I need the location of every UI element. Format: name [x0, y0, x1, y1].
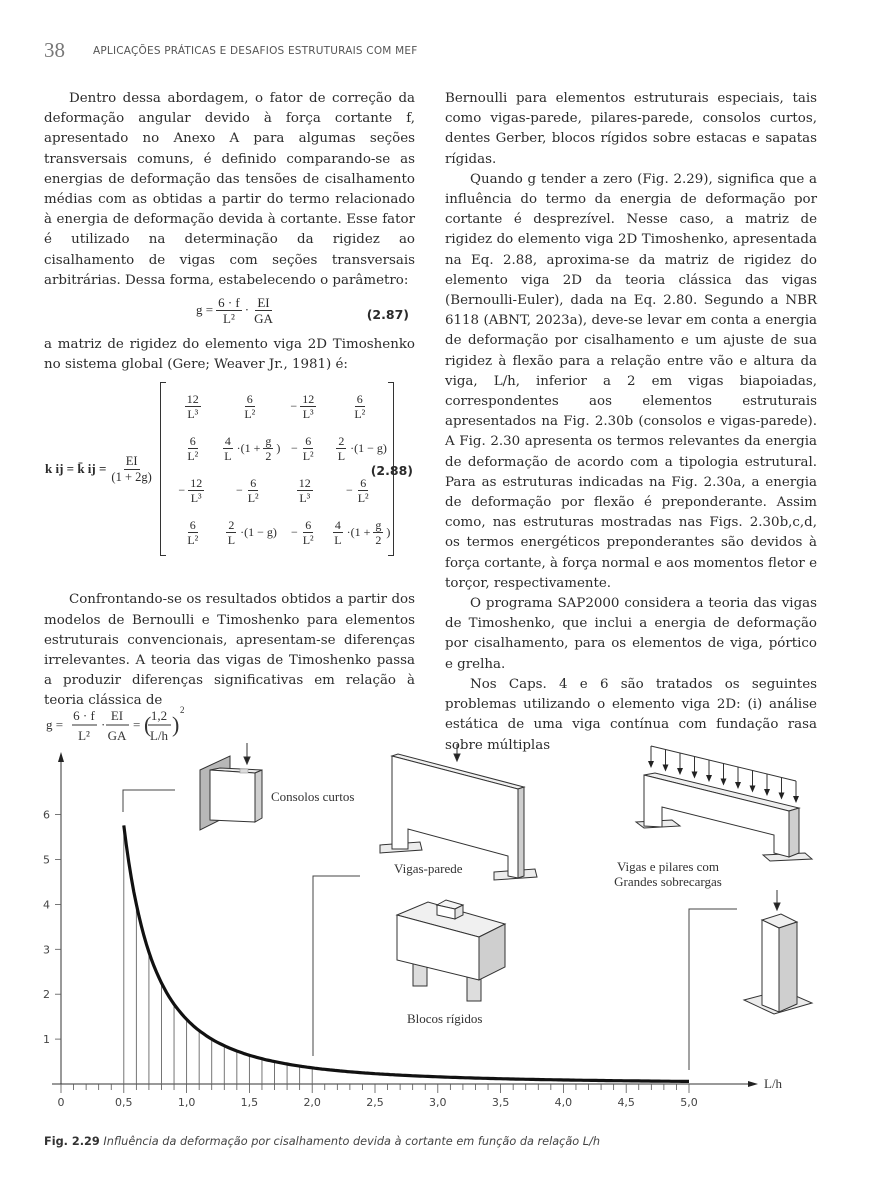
x-ticks	[58, 1084, 698, 1109]
y-tick-label: 4	[43, 898, 50, 912]
label-vigas-pilares-line1: Vigas e pilares com	[616, 859, 720, 874]
load-arrow-icon	[779, 793, 785, 800]
denominator: GA	[254, 311, 273, 327]
x-tick-label: 4,5	[617, 1096, 635, 1109]
dot-operator: ·	[236, 441, 241, 456]
matrix-cell	[165, 469, 221, 511]
formula-denominator: L²	[78, 728, 90, 743]
numerator: 12	[190, 475, 203, 490]
denominator: L²	[302, 448, 314, 463]
matrix-cell	[279, 511, 331, 553]
denominator: L	[227, 532, 236, 547]
paragraph: a matriz de rigidez do elemento viga 2D Timoshenko no sistema global (Gere; Weaver Jr., 1981) é:	[44, 337, 415, 373]
matrix-cell	[279, 385, 331, 427]
matrix-cell	[221, 385, 279, 427]
paren-open: (1 +	[240, 441, 261, 456]
hatch-lines	[124, 825, 312, 1084]
numerator: 6	[189, 517, 196, 532]
x-tick-label: 0,5	[115, 1096, 133, 1109]
equation-number: (2.88)	[370, 463, 413, 479]
numerator: 6	[360, 475, 367, 490]
formula-numerator: 1,2	[150, 708, 168, 723]
numerator: g	[375, 517, 382, 532]
fraction	[300, 392, 316, 421]
denominator: L²	[244, 406, 256, 421]
numerator: 6	[246, 391, 253, 406]
figure-2-29	[0, 690, 890, 1150]
denominator: (1 + 2g)	[111, 469, 152, 484]
fraction	[336, 434, 347, 463]
denominator: L	[334, 532, 342, 547]
paragraph: O programa SAP2000 considera a teoria das vigas de Timoshenko, que inclui a energia de deformação por cisalhamento, para os elementos de viga, pórtico e grelha.	[445, 596, 817, 672]
numerator: 6	[356, 391, 363, 406]
x-tick-label: 1,5	[240, 1096, 259, 1109]
fraction	[263, 434, 273, 463]
y-ticks	[43, 809, 61, 1047]
denominator: L²	[302, 532, 314, 547]
caption-text: Influência da deformação por cisalhamento devida à cortante em função da relação L/h	[103, 1135, 601, 1148]
load-arrow-icon	[764, 789, 770, 796]
factor: (1 − g)	[244, 525, 277, 540]
label-vigas-pilares-line2: Grandes sobrecargas	[614, 874, 722, 889]
equation-2-88	[44, 379, 415, 564]
fraction	[226, 518, 237, 547]
denominator: L²	[354, 406, 366, 421]
viga-carregada-illustration	[636, 746, 812, 861]
numerator: 12	[302, 391, 315, 406]
label-vigas-parede: Vigas-parede	[394, 861, 463, 876]
fraction	[185, 518, 200, 547]
running-title: APLICAÇÕES PRÁTICAS E DESAFIOS ESTRUTURAIS COM MEF	[93, 45, 418, 57]
load-arrow-icon	[706, 775, 712, 782]
chart	[0, 690, 890, 1150]
fraction	[109, 454, 153, 485]
paragraph: Quando g tender a zero (Fig. 2.29), significa que a influência do termo da energia de deformação por cortante é desprezível. Nesse caso, a matriz de rigidez do elemento viga 2D Timoshenko, apresentada na Eq. 2.88, aproxima-se da matriz de rigidez do elemento viga 2D da teoria clássica das vigas (Bernoulli-Euler), dada na Eq. 2.80. Segundo a NBR 6118 (ABNT, 2023a), deve-se levar em conta a energia de deformação por cisalhamento e um ajuste de sua rigidez à flexão para a relação entre vão e altura da viga, L/h, inferior a 2 em vigas biapoiadas, correspondentes aos elementos estruturais apresentados na Fig. 2.30b (consolos e vigas-parede). A Fig. 2.30 apresenta os termos relevantes da energia de deformação de acordo com a tipologia estrutural. Para as estruturas indicadas na Fig. 2.30a, a energia de deformação por flexão é preponderante. Assim como, nas estruturas mostradas nas Figs. 2.30b,c,d, os termos energéticos preponderantes são devidos à força cortante, à força normal e aos momentos fletor e torçor, respectivamente.	[445, 171, 817, 591]
svg-text:): )	[172, 712, 180, 737]
chart-formula	[46, 705, 185, 743]
paren-close: )	[276, 441, 281, 456]
matrix-cell	[221, 511, 279, 553]
equation-number: (2.87)	[366, 307, 409, 323]
viga-parede-illustration	[380, 744, 537, 880]
matrix-cell	[331, 511, 389, 553]
y-tick-label: 1	[43, 1033, 50, 1047]
y-tick-label: 3	[43, 943, 50, 957]
eq-lhs: k ij = k̄ ij =	[45, 461, 107, 477]
fraction	[242, 392, 257, 421]
leader-vigas-parede	[313, 876, 360, 1056]
dot-operator: ·	[244, 302, 250, 318]
minus-sign: −	[345, 483, 353, 498]
matrix-cell	[165, 427, 221, 469]
caption-label: Fig. 2.29	[44, 1135, 100, 1148]
minus-sign: −	[178, 483, 186, 498]
load-arrow-icon	[648, 761, 654, 768]
numerator: 4	[334, 517, 341, 532]
leader-consolos	[123, 790, 175, 812]
svg-text:·: ·	[101, 717, 106, 732]
numerator: g	[265, 433, 272, 448]
fraction	[356, 476, 371, 505]
y-tick-label: 6	[43, 808, 50, 822]
x-tick-label: 5,0	[680, 1096, 698, 1109]
matrix-cell	[165, 385, 221, 427]
x-tick-label: 3,5	[491, 1096, 510, 1109]
x-tick-label: 2,0	[303, 1096, 321, 1109]
x-tick-label: 1,0	[177, 1096, 196, 1109]
eq-lhs: g =	[196, 302, 214, 318]
denominator: 2	[375, 532, 382, 547]
fraction	[373, 518, 383, 547]
fraction	[216, 295, 242, 326]
x-axis-label: L/h	[764, 1076, 783, 1091]
denominator: L³	[299, 490, 311, 505]
stiffness-matrix	[160, 383, 394, 555]
fraction	[301, 518, 316, 547]
numerator: 12	[298, 475, 311, 490]
fraction	[252, 295, 275, 326]
load-arrow-icon	[793, 796, 799, 803]
minus-sign: −	[290, 399, 298, 414]
page-number: 38	[44, 38, 65, 62]
formula-lhs: g =	[46, 717, 64, 732]
paren-open: (1 +	[350, 525, 371, 540]
fraction	[301, 434, 316, 463]
numerator: 4	[224, 433, 231, 448]
minus-sign: −	[235, 483, 243, 498]
formula-numerator: 6 · f	[73, 708, 95, 723]
minus-sign: −	[290, 441, 298, 456]
pilar-illustration	[744, 890, 812, 1014]
load-arrow-icon	[677, 768, 683, 775]
x-tick-label: 0	[57, 1096, 65, 1109]
matrix-cell	[279, 427, 331, 469]
matrix-cell	[279, 469, 331, 511]
left-column	[44, 89, 415, 712]
fraction	[297, 476, 313, 505]
denominator: 2	[265, 448, 272, 463]
fraction	[185, 392, 201, 421]
dot-operator: ·	[240, 525, 245, 540]
leader-vigas-pilares	[689, 909, 737, 1070]
load-arrow-icon	[721, 779, 727, 786]
load-arrow-icon	[735, 782, 741, 789]
denominator: L²	[357, 490, 369, 505]
denominator: L³	[190, 490, 202, 505]
formula-numerator: EI	[110, 708, 124, 723]
bloco-illustration	[397, 900, 505, 1001]
fraction	[332, 518, 343, 547]
factor: (1 − g)	[354, 441, 387, 456]
paragraph: Confrontando-se os resultados obtidos a partir dos modelos de Bernoulli e Timoshenko para elementos estruturais convencionais, apresentam-se diferenças irrelevantes. A teoria das vigas de Timoshenko passa a produzir diferenças significativas em relação à teoria clássica de	[44, 592, 415, 709]
matrix-cell	[221, 469, 279, 511]
x-tick-label: 4,0	[554, 1096, 573, 1109]
numerator: 6	[305, 433, 312, 448]
paragraph: Dentro dessa abordagem, o fator de correção da deformação angular devido à força cortante f, apresentado no Anexo A para algumas seções transversais comuns, é definido comparando-se as energias de deformação das tensões de cisalhamento médias com as obtidas a partir do termo relacionado à energia de deformação devida à cortante. Esse fator é utilizado na determinação da rigidez ao cisalhamento de vigas com seções transversais arbitrárias. Dessa forma, estabelecendo o parâmetro:	[44, 91, 415, 288]
label-blocos-rigidos: Blocos rígidos	[407, 1011, 483, 1026]
svg-text:(: (	[144, 712, 152, 737]
formula-denominator: GA	[107, 728, 127, 743]
matrix-cell	[331, 385, 389, 427]
fraction	[188, 476, 204, 505]
label-consolos-curtos: Consolos curtos	[271, 789, 355, 804]
right-column	[445, 89, 817, 756]
numerator: 6	[305, 517, 312, 532]
formula-exponent: 2	[180, 705, 185, 715]
x-tick-label: 2,5	[366, 1096, 384, 1109]
equation-2-87	[44, 291, 415, 335]
x-axis-arrow-icon	[748, 1081, 758, 1087]
numerator: 6	[189, 433, 196, 448]
y-axis-arrow-icon	[58, 752, 64, 762]
denominator: L³	[302, 406, 314, 421]
paragraph: Bernoulli para elementos estruturais especiais, tais como vigas-parede, pilares-parede, consolos curtos, dentes Gerber, blocos rígidos sobre estacas e sapatas rígidas.	[445, 91, 817, 167]
fraction	[185, 434, 200, 463]
denominator: L²	[187, 532, 199, 547]
formula-equals: =	[133, 717, 141, 732]
numerator: 2	[338, 433, 345, 448]
numerator: EI	[125, 453, 138, 468]
denominator: L²	[223, 311, 235, 327]
numerator: 2	[228, 517, 235, 532]
denominator: L	[337, 448, 346, 463]
fraction	[352, 392, 367, 421]
numerator: EI	[257, 295, 270, 311]
formula-denominator: L/h	[149, 728, 169, 743]
y-tick-label: 5	[43, 853, 50, 867]
figure-caption	[44, 1135, 600, 1148]
load-arrow-icon	[692, 772, 698, 779]
dot-operator: ·	[350, 441, 355, 456]
minus-sign: −	[290, 525, 298, 540]
numerator: 6 · f	[218, 295, 240, 311]
matrix-cell	[221, 427, 279, 469]
fraction	[222, 434, 233, 463]
paragraph: Nos Caps. 4 e 6 são tratados os seguintes problemas utilizando o elemento viga 2D: (i) análise estática de uma viga contínua com fundação rasa sobre múltiplas	[445, 676, 817, 753]
consolo-illustration	[200, 743, 262, 830]
denominator: L	[224, 448, 232, 463]
paren-close: )	[386, 525, 391, 540]
fraction	[246, 476, 261, 505]
y-tick-label: 2	[43, 988, 50, 1002]
x-tick-label: 3,0	[429, 1096, 447, 1109]
load-arrow-icon	[750, 786, 756, 793]
load-arrow-icon	[663, 765, 669, 772]
denominator: L²	[247, 490, 259, 505]
numerator: 12	[186, 391, 199, 406]
numerator: 6	[250, 475, 257, 490]
matrix-cell	[165, 511, 221, 553]
dot-operator: ·	[346, 525, 351, 540]
denominator: L³	[187, 406, 199, 421]
denominator: L²	[187, 448, 199, 463]
